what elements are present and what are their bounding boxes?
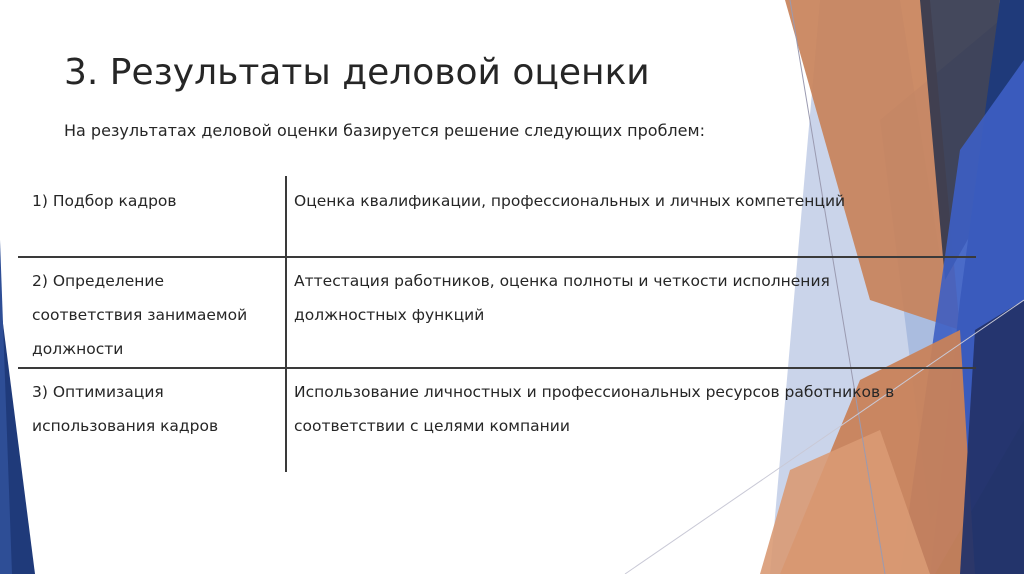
table-row-1-problem [32, 184, 177, 218]
table-row-2-solution [294, 264, 830, 332]
cell-line: 1) Подбор кадров [32, 192, 177, 210]
cell-line: должностных функций [294, 306, 485, 324]
cell-line: соответствия занимаемой [32, 306, 248, 324]
table-row-2-problem [32, 264, 247, 366]
cell-line: Использование личностных и профессиональных ресурсов работников в [294, 383, 895, 401]
problems-table [18, 176, 976, 472]
table-row-3-solution [294, 375, 894, 443]
slide-title: 3. Результаты деловой оценки [64, 52, 650, 93]
cell-line: должности [32, 340, 124, 358]
cell-line: Оценка квалификации, профессиональных и личных компетенций [294, 192, 846, 210]
cell-line: 2) Определение [32, 272, 164, 290]
cell-line: Аттестация работников, оценка полноты и четкости исполнения [294, 272, 830, 290]
cell-line: соответствии с целями компании [294, 417, 570, 435]
cell-line: использования кадров [32, 417, 219, 435]
column-divider [285, 176, 287, 472]
row-divider-1 [18, 256, 976, 258]
cell-line: 3) Оптимизация [32, 383, 164, 401]
row-divider-2 [18, 367, 976, 369]
slide-subtitle: На результатах деловой оценки базируется решение следующих проблем: [64, 121, 705, 140]
table-row-3-problem [32, 375, 218, 443]
table-row-1-solution [294, 184, 845, 218]
